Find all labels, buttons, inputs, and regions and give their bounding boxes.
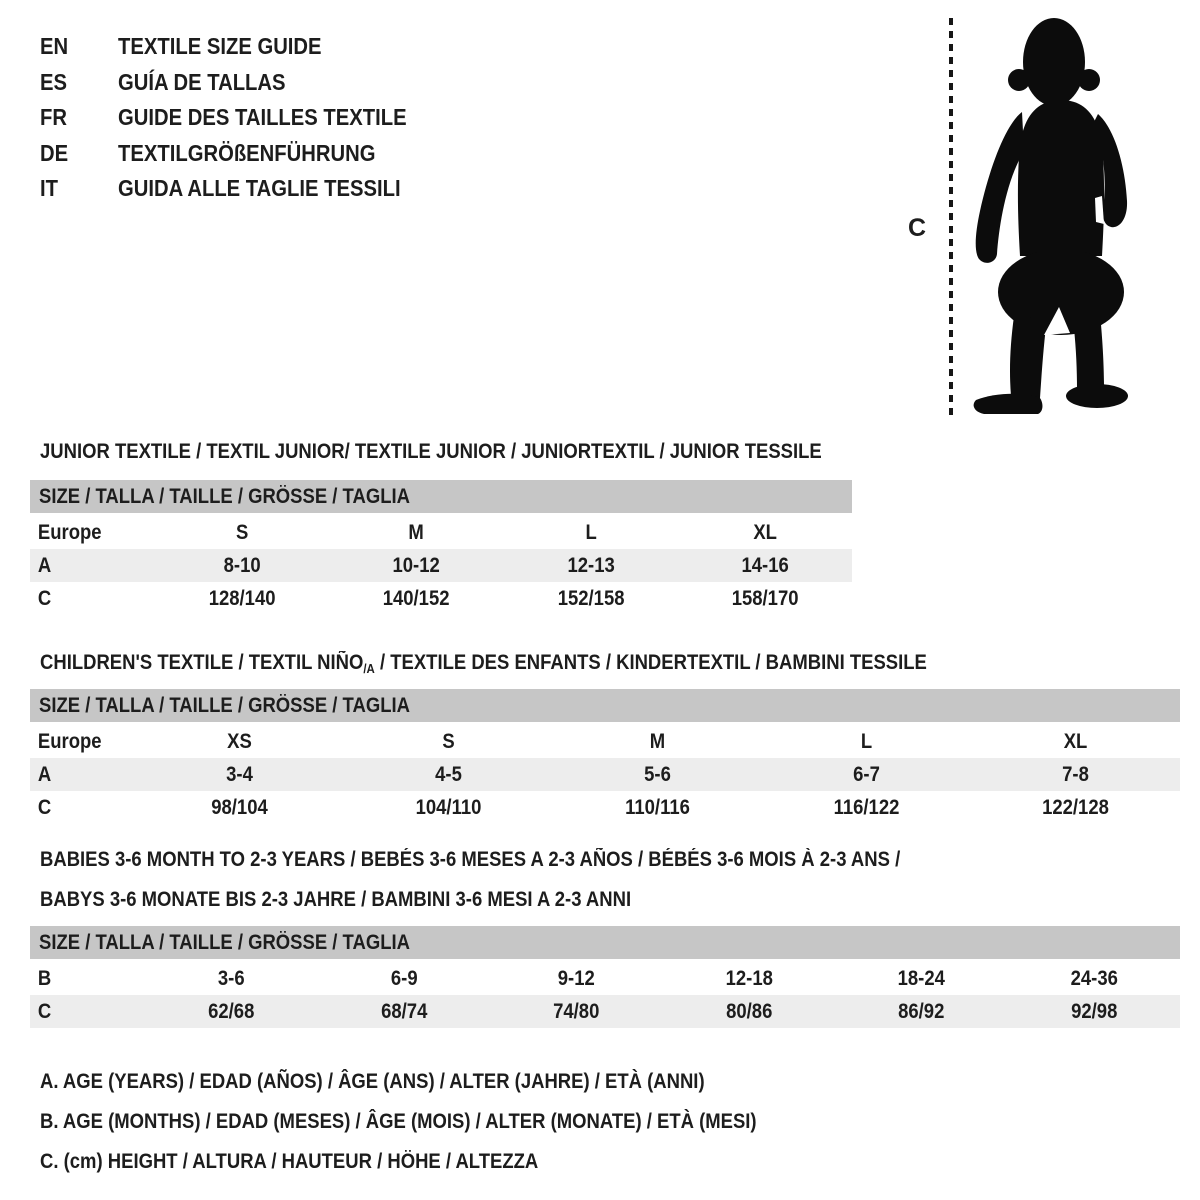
table-row-months: [30, 962, 1180, 995]
language-row: [40, 65, 446, 101]
age-cell: 6-7: [853, 762, 880, 786]
size-cell: M: [649, 729, 666, 753]
age-cell: 18-24: [897, 966, 945, 990]
language-row: [40, 171, 446, 207]
language-code: FR: [40, 104, 67, 130]
language-code: IT: [40, 175, 58, 201]
size-header-label: SIZE / TALLA / TAILLE / GRÖSSE / TAGLIA: [39, 693, 410, 717]
table-row-height: [30, 582, 852, 615]
junior-section-title: JUNIOR TEXTILE / TEXTIL JUNIOR/ TEXTILE JUNIOR / JUNIORTEXTIL / JUNIOR TESSILE: [40, 440, 822, 463]
row-label: C: [37, 586, 52, 610]
age-cell: 8-10: [223, 553, 261, 577]
height-cell: 128/140: [208, 586, 276, 610]
language-row: [40, 29, 446, 65]
age-cell: 12-13: [566, 553, 615, 577]
babies-size-table: [30, 926, 1180, 1028]
title-subscript: /A: [363, 661, 375, 676]
children-section-title: CHILDREN'S TEXTILE / TEXTIL $NIÑO_{/A}$ / TEXTILE DES ENFANTS / KINDERTEXTIL / BAMBINI TESSILE: [40, 651, 927, 676]
height-cell: 122/128: [1042, 795, 1109, 819]
table-row-age: [30, 758, 1180, 791]
language-title-list: [40, 29, 446, 207]
height-dashed-line: [949, 18, 953, 415]
language-code: DE: [40, 139, 69, 166]
table-row-height: [30, 791, 1180, 824]
table-header-bar: [30, 689, 1180, 722]
row-label: A: [37, 762, 52, 786]
row-label: A: [37, 553, 52, 577]
size-cell: S: [235, 520, 249, 544]
table-header-bar: [30, 480, 852, 513]
size-cell: L: [584, 520, 597, 544]
height-cell: 92/98: [1070, 999, 1117, 1023]
height-cell: 140/152: [382, 586, 450, 610]
language-code: ES: [40, 68, 68, 95]
language-code: EN: [40, 33, 69, 59]
babies-section-title-line2: BABYS 3-6 MONATE BIS 2-3 JAHRE / BAMBINI 3-6 MESI A 2-3 ANNI: [40, 888, 632, 911]
age-cell: 9-12: [557, 966, 595, 990]
guide-title-en: TEXTILE SIZE GUIDE: [118, 33, 322, 59]
height-cell: 68/74: [380, 999, 427, 1023]
size-header-label: SIZE / TALLA / TAILLE / GRÖSSE / TAGLIA: [39, 930, 410, 954]
size-cell: XL: [1063, 729, 1088, 753]
legend-line-a: A. AGE (YEARS) / EDAD (AÑOS) / ÂGE (ANS) / ALTER (JAHRE) / ETÀ (ANNI): [40, 1070, 705, 1093]
height-cell: 86/92: [898, 999, 945, 1023]
junior-size-table: [30, 480, 852, 615]
age-cell: 5-6: [644, 762, 671, 786]
size-cell: XS: [227, 729, 252, 753]
table-row-europe: [30, 725, 1180, 758]
babies-section-title-line1: BABIES 3-6 MONTH TO 2-3 YEARS / BEBÉS 3-6 MESES A 2-3 AÑOS / BÉBÉS 3-6 MOIS À 2-3 ANS /: [40, 848, 901, 871]
legend: [40, 1062, 854, 1182]
height-measure-label: C: [908, 214, 927, 242]
size-cell: L: [860, 729, 873, 753]
size-cell: M: [408, 520, 425, 544]
size-header-label: SIZE / TALLA / TAILLE / GRÖSSE / TAGLIA: [39, 484, 410, 508]
row-label: B: [37, 966, 52, 990]
height-cell: 62/68: [208, 999, 255, 1023]
age-cell: 10-12: [392, 553, 441, 577]
row-label: Europe: [37, 520, 102, 544]
guide-title-fr: GUIDE DES TAILLES TEXTILE: [118, 104, 407, 130]
legend-line-b: B. AGE (MONTHS) / EDAD (MESES) / ÂGE (MOIS) / ALTER (MONATE) / ETÀ (MESI): [40, 1110, 757, 1133]
age-cell: 12-18: [725, 966, 773, 990]
age-cell: 24-36: [1070, 966, 1118, 990]
age-cell: 7-8: [1062, 762, 1089, 786]
table-header-bar: [30, 926, 1180, 959]
toddler-silhouette-icon: [966, 16, 1136, 416]
legend-line-c: C. (cm) HEIGHT / ALTURA / HAUTEUR / HÖHE / ALTEZZA: [40, 1150, 539, 1173]
size-cell: S: [442, 729, 455, 753]
row-label: C: [37, 999, 52, 1023]
height-cell: 116/122: [833, 795, 900, 819]
age-cell: 3-4: [226, 762, 253, 786]
height-cell: 110/116: [625, 795, 690, 819]
guide-title-es: GUÍA DE TALLAS: [118, 68, 286, 95]
guide-title-it: GUIDA ALLE TAGLIE TESSILI: [118, 175, 401, 201]
size-cell: XL: [753, 520, 777, 544]
table-row-age: [30, 549, 852, 582]
height-cell: 104/110: [415, 795, 482, 819]
age-cell: 4-5: [435, 762, 462, 786]
height-cell: 152/158: [557, 586, 625, 610]
height-cell: 80/86: [725, 999, 772, 1023]
guide-title-de: TEXTILGRÖßENFÜHRUNG: [118, 139, 376, 166]
table-row-europe: [30, 516, 852, 549]
height-cell: 74/80: [553, 999, 600, 1023]
table-row-height: [30, 995, 1180, 1028]
language-row: [40, 136, 446, 172]
height-cell: 98/104: [211, 795, 268, 819]
children-size-table: [30, 689, 1180, 824]
row-label: Europe: [37, 729, 102, 753]
row-label: C: [37, 795, 52, 819]
language-row: [40, 100, 446, 136]
age-cell: 14-16: [741, 553, 789, 577]
age-cell: 6-9: [390, 966, 418, 990]
age-cell: 3-6: [217, 966, 245, 990]
height-cell: 158/170: [731, 586, 799, 610]
